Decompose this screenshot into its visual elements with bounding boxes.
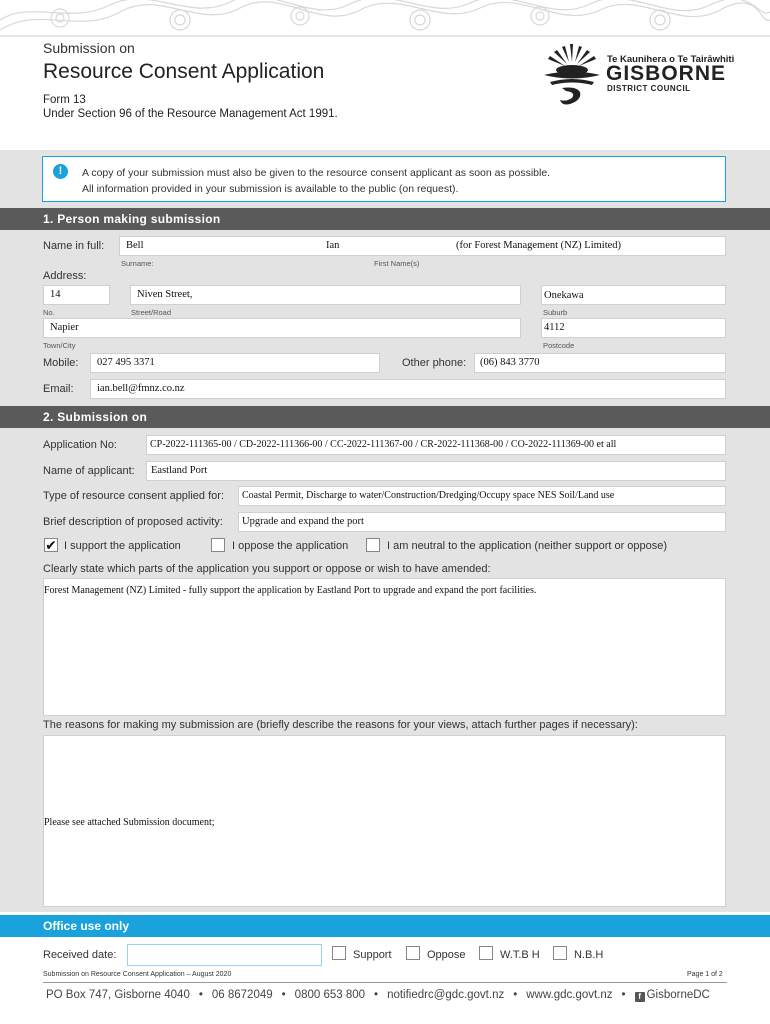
notice-text [82, 165, 550, 197]
parts-textarea[interactable] [43, 578, 726, 716]
organisation-value: (for Forest Management (NZ) Limited) [456, 240, 622, 251]
received-date-label: Received date: [43, 949, 117, 961]
first-name-value: Ian [326, 240, 340, 251]
other-phone-field[interactable] [474, 353, 726, 373]
page-number: Page 1 of 2 [687, 971, 723, 978]
mobile-value: 027 495 3371 [97, 357, 155, 368]
surname-value: Bell [126, 240, 144, 251]
office-use-heading: Office use only [0, 915, 770, 937]
reasons-value: Please see attached Submission document; [44, 817, 215, 828]
street-number-field[interactable] [43, 285, 110, 305]
street-caption: Street/Road [131, 308, 172, 317]
submission-on-label: Submission on [43, 40, 135, 56]
facebook-icon: f [635, 992, 645, 1002]
checkmark-icon: ✔ [45, 537, 57, 553]
website-link[interactable]: www.gdc.govt.nz [526, 989, 613, 1001]
address-label: Address: [43, 270, 87, 282]
surname-caption: Surname: [121, 259, 154, 268]
email-label: Email: [43, 383, 74, 395]
section-1-heading: 1. Person making submission [0, 208, 770, 230]
applicant-field[interactable] [146, 461, 726, 481]
logo-name: GISBORNE [606, 62, 727, 85]
suburb-field[interactable] [541, 285, 726, 305]
info-icon: ! [53, 164, 68, 179]
application-number-field[interactable] [146, 435, 726, 455]
town-field[interactable] [43, 318, 521, 338]
street-number-value: 14 [50, 289, 61, 300]
office-wtbh-label: W.T.B H [500, 949, 540, 961]
office-nbh-checkbox[interactable] [553, 946, 567, 960]
postcode-field[interactable] [541, 318, 726, 338]
activity-field[interactable] [238, 512, 726, 532]
email-value: ian.bell@fmnz.co.nz [97, 383, 185, 394]
street-field[interactable] [130, 285, 521, 305]
name-label: Name in full: [43, 240, 105, 252]
activity-value: Upgrade and expand the port [242, 516, 364, 527]
suburb-value: Onekawa [544, 290, 584, 301]
consent-type-label: Type of resource consent applied for: [43, 490, 224, 502]
reasons-textarea[interactable] [43, 735, 726, 907]
page-title: Resource Consent Application [43, 60, 325, 83]
parts-value: Forest Management (NZ) Limited - fully support the application by Eastland Port to upgrade and expand the port facilities. [44, 585, 537, 596]
notice-line-2: All information provided in your submission is available to the public (on request). [82, 183, 459, 195]
office-support-checkbox[interactable] [332, 946, 346, 960]
office-support-label: Support [353, 949, 392, 961]
received-date-field[interactable] [127, 944, 322, 966]
street-value: Niven Street, [137, 289, 193, 300]
other-phone-value: (06) 843 3770 [480, 357, 540, 368]
council-logo-icon [540, 42, 604, 108]
header-pattern [0, 0, 770, 38]
applicant-value: Eastland Port [151, 465, 208, 476]
freephone: 0800 653 800 [294, 989, 366, 1001]
notice-line-1: A copy of your submission must also be given to the resource consent applicant as soon as possible. [82, 167, 551, 179]
oppose-checkbox[interactable] [211, 538, 225, 552]
po-box: PO Box 747, Gisborne 4040 [46, 989, 190, 1001]
logo-maori-name: Te Kaunihera o Te Tairāwhiti [607, 54, 735, 65]
postcode-value: 4112 [544, 322, 565, 333]
suburb-caption: Suburb [543, 308, 568, 317]
other-phone-label: Other phone: [402, 357, 467, 369]
form-number: Form 13 [43, 94, 86, 106]
facebook-link[interactable]: GisborneDC [646, 989, 710, 1001]
first-name-caption: First Name(s) [374, 259, 420, 268]
reasons-label: The reasons for making my submission are (briefly describe the reasons for your views, attach further pages if necessary): [43, 719, 638, 731]
phone: 06 8672049 [211, 989, 273, 1001]
name-field[interactable] [119, 236, 726, 256]
applicant-label: Name of applicant: [43, 465, 135, 477]
footer-divider [43, 982, 727, 983]
info-notice [42, 156, 726, 202]
support-label: I support the application [64, 540, 181, 552]
application-number-value: CP-2022-111365-00 / CD-2022-111366-00 / CC-2022-111367-00 / CR-2022-111368-00 / CO-2022-111369-00 et all [150, 439, 617, 450]
logo-council: DISTRICT COUNCIL [607, 84, 691, 93]
office-oppose-label: Oppose [427, 949, 466, 961]
act-reference: Under Section 96 of the Resource Management Act 1991. [43, 108, 338, 120]
contact-email-link[interactable]: notifiedrc@gdc.govt.nz [387, 989, 505, 1001]
consent-type-field[interactable] [238, 486, 726, 506]
activity-label: Brief description of proposed activity: [43, 516, 223, 528]
oppose-label: I oppose the application [232, 540, 349, 552]
no-caption: No. [43, 308, 55, 317]
section-2-heading: 2. Submission on [0, 406, 770, 428]
neutral-label: I am neutral to the application (neither support or oppose) [387, 540, 668, 552]
town-value: Napier [50, 322, 79, 333]
office-oppose-checkbox[interactable] [406, 946, 420, 960]
support-checkbox[interactable] [44, 538, 58, 552]
neutral-checkbox[interactable] [366, 538, 380, 552]
mobile-label: Mobile: [43, 357, 79, 369]
form-reference [43, 93, 338, 121]
office-wtbh-checkbox[interactable] [479, 946, 493, 960]
application-number-label: Application No: [43, 439, 117, 451]
town-caption: Town/City [43, 341, 76, 350]
email-field[interactable] [90, 379, 726, 399]
footer-doc-title: Submission on Resource Consent Application – August 2020 [43, 971, 232, 978]
mobile-field[interactable] [90, 353, 380, 373]
postcode-caption: Postcode [543, 341, 575, 350]
consent-type-value: Coastal Permit, Discharge to water/Construction/Dredging/Occupy space NES Soil/Land use [242, 490, 615, 501]
contact-line: PO Box 747, Gisborne 4040 • 06 8672049 • 0800 653 800 • notifiedrc@gdc.govt.nz • www.gdc.govt.nz • f GisborneDC [46, 989, 710, 1001]
parts-label: Clearly state which parts of the application you support or oppose or wish to have amended: [43, 563, 491, 575]
office-nbh-label: N.B.H [574, 949, 604, 961]
